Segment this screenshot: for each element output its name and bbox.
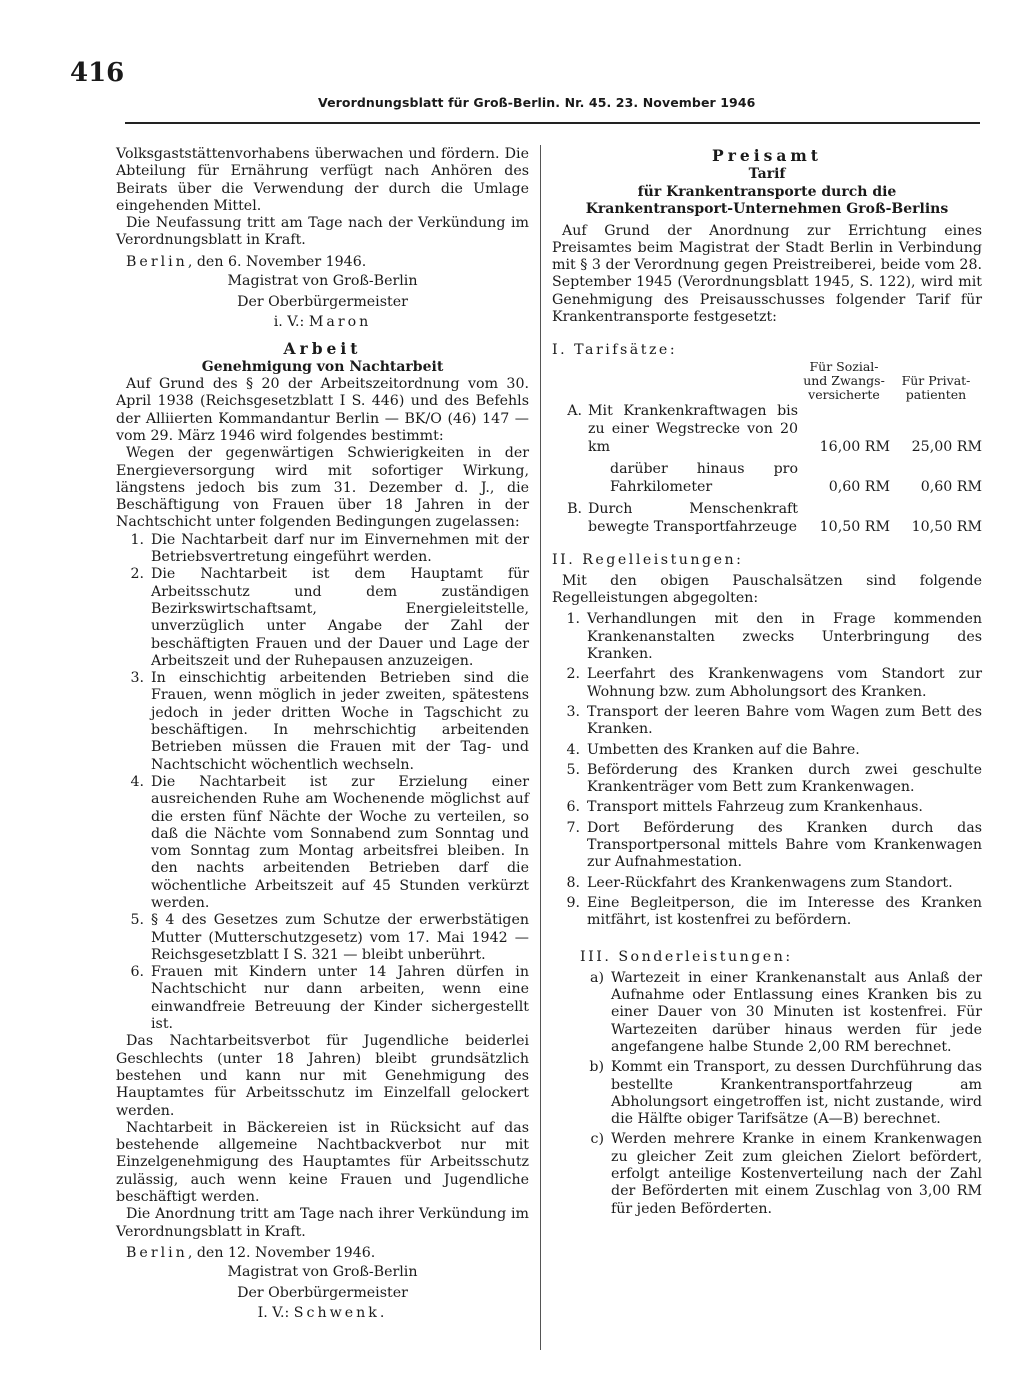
signature-name: Maron: [308, 314, 372, 331]
date-place: Berlin: [126, 1244, 188, 1261]
rate-label: B.: [567, 500, 582, 517]
tarif-subtitle: für Krankentransporte durch die Krankentransport-Unternehmen Groß-Berlins: [585, 183, 949, 217]
column-header-social: Für Sozial- und Zwangs-versicherte: [803, 358, 885, 402]
list-item: [552, 820, 982, 872]
section-tarifsaetze: I. Tarifsätze:: [552, 342, 678, 359]
signature-office: Der Oberbürgermeister: [237, 1284, 408, 1301]
intro-paragraph-1: Volksgaststättenvorhabens überwachen und fördern. Die Abteilung für Ernährung verfügt nach Anhören des Beirats über die Verwendung der durch die Umlage eingehenden Mittel.: [116, 146, 529, 214]
signature-block-2: [116, 1262, 529, 1324]
list-item: [116, 670, 529, 774]
list-text: Transport der leeren Bahre vom Wagen zum Bett des Kranken.: [587, 703, 982, 738]
list-text: Wartezeit in einer Krankenanstalt aus Anlaß der Aufnahme oder Entlassung eines Kranken bis zu einer Dauer von 30 Minuten ist kostenfrei. Für Wartezeiten darüber hinaus werden für jede angefangene halbe Stunde 2,00 RM berechnet.: [611, 969, 982, 1055]
list-number: 6.: [566, 799, 580, 816]
list-number: 1.: [130, 531, 144, 548]
list-text: Werden mehrere Kranke in einem Krankenwagen zu gleicher Zeit zum gleichen Zielort befördert, erfolgt anteilige Kostenverteilung nach der Zahl der Beförderten mit einem Zuschlag von 3,00 RM für jeden Beförderten.: [611, 1131, 982, 1217]
date-text: , den 6. November 1946.: [187, 253, 367, 270]
column-header-private: Für Privat-patienten: [901, 372, 971, 402]
list-item: [116, 566, 529, 670]
section-sonderleistungen: III. Sonderleistungen:: [580, 948, 793, 965]
column-divider: [540, 145, 541, 1350]
signature-authority: Magistrat von Groß-Berlin: [227, 1264, 418, 1281]
list-text: Dort Beförderung des Kranken durch das Transportpersonal mittels Bahre vom Krankenwagen zur Aufnahmestation.: [587, 819, 982, 871]
list-number: 3.: [566, 703, 580, 720]
list-text: Eine Begleitperson, die im Interesse des Kranken mitfährt, ist kostenfrei zu befördern.: [587, 894, 982, 929]
list-number: a): [590, 969, 604, 986]
table-row: [552, 402, 982, 456]
list-text: Leerfahrt des Krankenwagens vom Standort zur Wohnung bzw. zum Abholungsort des Kranken.: [587, 666, 982, 700]
section-title-arbeit: Arbeit: [283, 338, 362, 358]
rate-social: 0,60 RM: [828, 478, 890, 495]
tarif-intro: Auf Grund der Anordnung zur Errichtung eines Preisamtes beim Magistrat der Stadt Berlin in Verbindung mit § 3 der Verordnung gegen Preistreiberei, beide vom 28. September 1945 (Verordnungsblatt 1945, S. 122), wird mit Genehmigung des Preisausschusses folgender Tarif für Krankentransporte festgesetzt:: [552, 222, 982, 325]
signature-prefix: I. V.:: [257, 1305, 294, 1322]
conditions-list: [116, 532, 529, 1034]
rate-social: 10,50 RM: [819, 518, 890, 535]
section-subtitle-nachtarbeit: Genehmigung von Nachtarbeit: [201, 358, 444, 375]
arbeit-paragraph-3: Das Nachtarbeitsverbot für Jugendliche beiderlei Geschlechts (unter 18 Jahren) bleibt grundsätzlich bestehen und kann nur mit Genehmigung des Hauptamtes für Arbeitsschutz im Einzelfall gelockert werden.: [116, 1033, 529, 1119]
date-line-1: [116, 254, 529, 271]
arbeit-paragraph-5: Die Anordnung tritt am Tage nach ihrer Verkündung im Verordnungsblatt in Kraft.: [116, 1206, 529, 1240]
list-item: [552, 704, 982, 739]
arbeit-paragraph-4: Nachtarbeit in Bäckereien ist in Rücksicht auf das bestehende allgemeine Nachtbackverbot nur mit Einzelgenehmigung des Hauptamtes für Arbeitsschutz zulässig, auch wenn keine Frauen und Jugendliche beschäftigt werden.: [116, 1119, 529, 1206]
list-number: 4.: [566, 741, 580, 758]
arbeit-paragraph-2: Wegen der gegenwärtigen Schwierigkeiten in der Energieversorgung wird mit sofortiger Wirkung, längstens jedoch bis zum 31. Dezember d. J., die Beschäftigung von Frauen über 18 Jahren in der Nachtschicht unter folgenden Bedingungen zugelassen:: [116, 445, 529, 531]
list-item: [116, 774, 529, 912]
list-item: [552, 895, 982, 930]
list-number: 5.: [566, 761, 580, 778]
rate-description: Mit Krankenkraftwagen bis zu einer Wegstrecke von 20 km: [588, 402, 798, 455]
arbeit-paragraph-1: Auf Grund des § 20 der Arbeitszeitordnung vom 30. April 1938 (Reichsgesetzblatt I S. 446) und des Befehls der Alliierten Kommandantur Berlin — BK/O (46) 147 — vom 29. März 1946 wird folgendes bestimmt:: [116, 376, 529, 444]
date-text: , den 12. November 1946.: [187, 1244, 376, 1261]
signature-name-line: [116, 312, 529, 333]
rate-label: A.: [567, 402, 582, 419]
list-number: 5.: [130, 912, 144, 929]
tarif-title: Tarif: [748, 166, 786, 182]
list-number: 6.: [130, 964, 144, 981]
list-number: 3.: [130, 670, 144, 687]
list-text: Umbetten des Kranken auf die Bahre.: [587, 741, 860, 758]
list-number: 8.: [566, 874, 580, 891]
list-text: Leer-Rückfahrt des Krankenwagens zum Standort.: [587, 874, 953, 891]
list-item: [552, 1059, 982, 1128]
list-item: [552, 666, 982, 701]
rate-private: 25,00 RM: [911, 438, 982, 455]
list-item: [552, 611, 982, 663]
rate-private: 0,60 RM: [920, 478, 982, 495]
rate-table-header: [552, 360, 982, 402]
list-number: 1.: [566, 611, 580, 628]
section-title-preisamt: Preisamt: [712, 146, 822, 165]
rate-social: 16,00 RM: [819, 438, 890, 455]
regel-intro: Mit den obigen Pauschalsätzen sind folgende Regelleistungen abgegolten:: [552, 572, 982, 607]
signature-office: Der Oberbürgermeister: [237, 293, 408, 310]
list-text: Verhandlungen mit den in Frage kommenden Krankenanstalten zwecks Unterbringung des Kranken.: [587, 611, 982, 663]
list-text: In einschichtig arbeitenden Betrieben sind die Frauen, wenn möglich in jeder zweiten, spätestens jedoch in jeder dritten Woche in Tagschicht zu beschäftigen. In mehrschichtig arbeitenden Betrieben müssen die Frauen mit der Tag- und Nachtschicht wöchentlich wechseln.: [151, 670, 529, 773]
list-number: 9.: [566, 894, 580, 911]
rate-description: Durch Menschenkraft bewegte Transportfahrzeuge: [588, 500, 798, 535]
list-text: Die Nachtarbeit ist zur Erzielung einer ausreichenden Ruhe am Wochenende möglichst auf die ersten fünf Nächte der Woche zu verteilen, so daß die Nächte vom Sonnabend zum Sonntag und vom Sonntag zum Montag arbeitsfrei bleiben. In den nachts arbeitenden Betrieben darf die wöchentliche Arbeitszeit auf 45 Stunden verkürzt werden.: [151, 773, 529, 911]
list-item: [552, 875, 982, 892]
table-row: [552, 456, 982, 496]
signature-authority: Magistrat von Groß-Berlin: [227, 273, 418, 290]
list-text: § 4 des Gesetzes zum Schutze der erwerbstätigen Mutter (Mutterschutzgesetz) vom 17. Mai 1942 — Reichsgesetzblatt I S. 321 — bleibt unberührt.: [151, 912, 529, 963]
list-item: [552, 970, 982, 1056]
list-text: Transport mittels Fahrzeug zum Krankenhaus.: [587, 799, 923, 816]
list-item: [552, 1131, 982, 1217]
list-number: 7.: [566, 819, 580, 836]
list-number: c): [590, 1131, 604, 1148]
rate-description: darüber hinaus pro Fahrkilometer: [610, 460, 798, 495]
list-text: Kommt ein Transport, zu dessen Durchführung das bestellte Krankentransportfahrzeug am Abholungsort eingetroffen ist, nicht zustande, wird die Hälfte obiger Tarifsätze (A—B) berechnet.: [611, 1059, 982, 1128]
section-regelleistungen: II. Regelleistungen:: [552, 551, 744, 568]
running-header: Verordnungsblatt für Groß-Berlin. Nr. 45. 23. November 1946: [318, 95, 756, 110]
left-column: [116, 146, 529, 1324]
list-number: 4.: [130, 773, 144, 790]
signature-block-1: [116, 271, 529, 333]
date-place: Berlin: [126, 253, 188, 270]
list-item: [116, 912, 529, 964]
list-text: Frauen mit Kindern unter 14 Jahren dürfen in Nachtschicht nur dann arbeiten, wenn eine einwandfreie Betreuung der Kinder sichergestellt ist.: [151, 964, 529, 1033]
list-item: [116, 964, 529, 1033]
sonder-list: [552, 970, 982, 1218]
signature-name-line: [116, 1303, 529, 1324]
signature-prefix: i. V.:: [273, 314, 309, 331]
list-number: 2.: [566, 666, 580, 683]
list-number: b): [589, 1059, 604, 1076]
list-text: Die Nachtarbeit ist dem Hauptamt für Arbeitsschutz und dem zuständigen Bezirkswirtschaftsamt, Energieleitstelle, unverzüglich unter Angabe der Zahl der beschäftigten Frauen und der Dauer und Lage der Arbeitszeit und der Ruhepausen anzuzeigen.: [151, 566, 529, 669]
table-row: [552, 496, 982, 536]
list-text: Die Nachtarbeit darf nur im Einvernehmen mit der Betriebsvertretung eingeführt werden.: [151, 531, 529, 566]
rate-table: [552, 360, 982, 536]
list-item: [552, 742, 982, 759]
intro-paragraph-2: Die Neufassung tritt am Tage nach der Verkündung im Verordnungsblatt in Kraft.: [116, 215, 529, 249]
list-text: Beförderung des Kranken durch zwei geschulte Krankenträger vom Bett zum Krankenwagen.: [587, 761, 982, 796]
page-number: 416: [70, 58, 125, 88]
list-item: [116, 532, 529, 567]
list-item: [552, 799, 982, 816]
date-line-2: [116, 1245, 529, 1262]
list-item: [552, 762, 982, 797]
header-rule: [125, 122, 980, 124]
signature-name: Schwenk.: [293, 1305, 388, 1322]
rate-private: 10,50 RM: [911, 518, 982, 535]
right-column: [552, 146, 982, 1221]
list-number: 2.: [130, 566, 144, 583]
regel-list: [552, 611, 982, 929]
